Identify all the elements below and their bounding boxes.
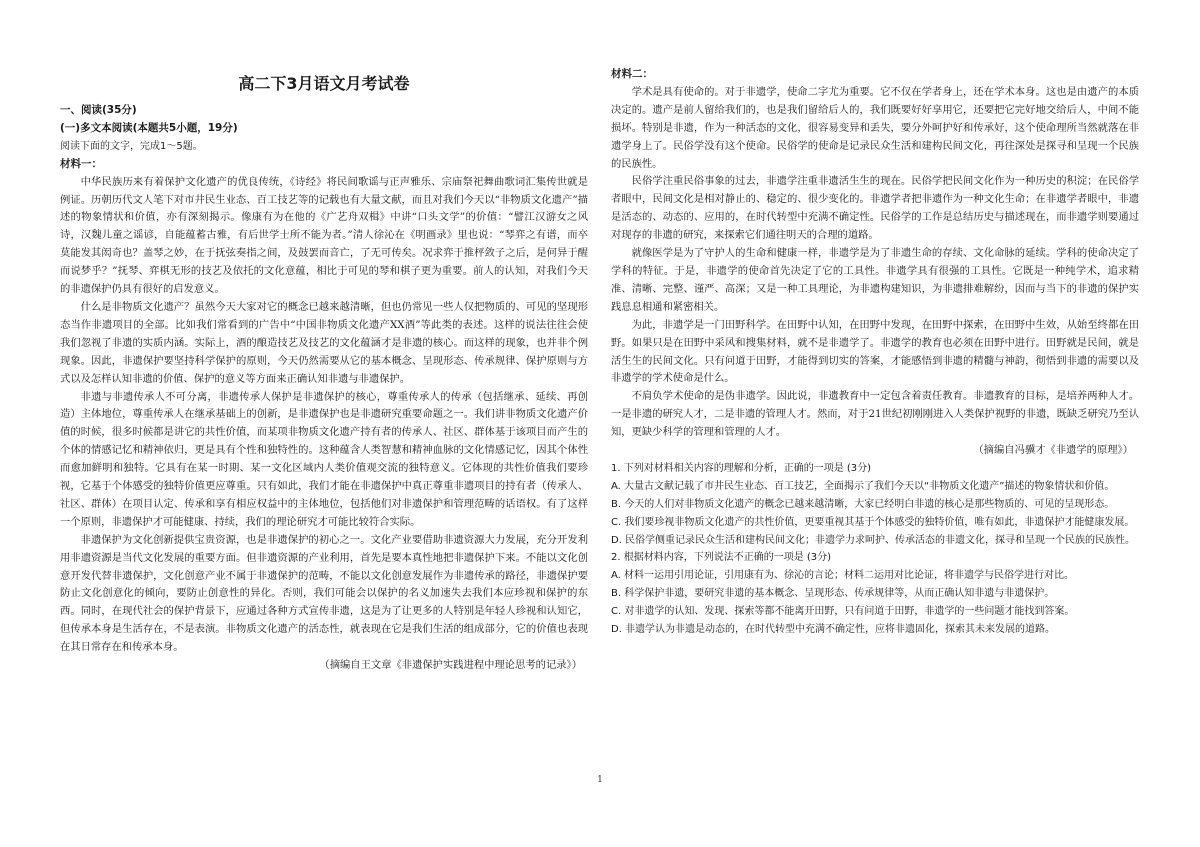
material1-paragraph: 非遗保护为文化创新提供宝贵资源，也是非遗保护的初心之一。文化产业要借助非遗资源大力发展，充分开发利用非遗资源是当代文化发展的重要方面。但非遗资源的产业利用，首先是要本真性地把非遗保护下来。不能以文化创意开发代替非遗保护，文化创意产业不属于非遗保护的范畴，不能以文化创意发展作为非遗传承的路径，非遗保护要防止文化创意化的倾向，要防止创意性的异化。否则，我们可能会以保护的名义加速失去我们本应珍视和保护的东西。同时，在现代社会的保护背景下，应通过各种方式宣传非遗，这是为了让更多的人特别是年轻人珍视和认知它，但传承本身是生活存在，不是表演。非物质文化遗产的活态性，就表现在它是我们生活的组成部分，它的价值也表现在其日常存在和传承本身。	[60, 533, 588, 654]
question-2-option-d: D. 非遗学认为非遗是动态的，在时代转型中充满不确定性，应将非遗固化，探索其未来发展的道路。	[611, 624, 1056, 636]
material2-paragraph: 为此，非遗学是一门田野科学。在田野中认知，在田野中发现，在田野中探索，在田野中生效，从始至终都在田野。如果只是在田野中采风和搜集材料，就不是非遗学了。非遗学的教育也必须在田野中进行。田野就是民间，就是活生生的民间文化。只有问道于田野，才能得到切实的答案，才能感悟到非遗的精髓与神韵，彻悟到非遗的需要以及非遗学的学术使命是什么。	[611, 318, 1139, 385]
material1-paragraph: 非遗与非遗传承人不可分离，非遗传承人保护是非遗保护的核心，尊重传承人的传承（包括继承、延续、再创造）主体地位，尊重传承人在继承基础上的创新，是非遗保护也是非遗研究重要命题之一。我们讲非物质文化遗产价值的时候，很多时候都是讲它的共性价值，而某项非物质文化遗产持有者的传承人、社区、群体基于该项目而产生的个体的情感记忆和精神依归，更是具有个性和独特性的。这种蕴含人类智慧和精神血脉的文化情感记忆，因其个体性而愈加鲜明和独特。它具有在某一时期、某一文化区域内人类价值观交流的独特意义。它体现的共性价值我们要珍视，它基于个体感受的独特价值更应尊重。只有如此，我们才能在非遗保护中真正尊重非遗项目的持有者（传承人、社区、群体）在项目认定、传承和享有相应权益中的主体地位，包括他们对非遗保护和管理范畴的话语权。有了这样一个原则，非遗保护才可能健康、持续，我们的理论研究才可能比较符合实际。	[60, 390, 588, 528]
material2-paragraph: 学术是具有使命的。对于非遗学，使命二字尤为重要。它不仅在学者身上，还在学术本身。这也是由遗产的本质决定的。遗产是前人留给我们的，也是我们留给后人的，我们既要好好享用它，还要把它完好地交给后人，中间不能损坏。特别是非遗，作为一种活态的文化，很容易变异和丢失，要分外呵护好和传承好，这个使命理所当然就落在非遗学身上了。民俗学没有这个使命。民俗学的使命是记录民众生活和建构民间文化，再往深处是探寻和呈现一个民族的民族性。	[611, 85, 1139, 170]
material1-paragraph: 中华民族历来有着保护文化遗产的优良传统，《诗经》将民间歌谣与正声雅乐、宗庙祭祀舞曲歌词汇集传世就是例证。历朝历代文人笔下对市井民生业态、百工技艺等的记载也有大量文献，而且对我们今天以“非物质文化遗产”描述的物象情状和价值，亦有深刻揭示。像康有为在他的《广艺舟双楫》中讲“口头文学”的价值：“譬江汉游女之风诗，汉魏儿童之谣谚，自能蕴蓄古雅，有后世学士所不能为者。”清人徐沁在《明画录》里也说：“琴弈之有谱，而卒莫能发其闳奇也？盖琴之妙，在于抚弦奏指之间，及鼓罢而音亡，了无可传矣。况求弈于推枰敛子之后，是何异于醒而说梦乎？”抚琴、弈棋无形的技艺及依托的文化意蕴，相比于可见的琴和棋子更为重要。前人的认知，对我们今天的非遗保护仍具有很好的启发意义。	[60, 175, 588, 296]
question-1-stem: 1. 下列对材料相关内容的理解和分析，正确的一项是 (3分)	[611, 462, 872, 474]
subsection-heading: (一)多文本阅读(本题共5小题，19分)	[60, 121, 238, 134]
section-heading: 一、阅读(35分)	[60, 104, 137, 116]
right-column	[611, 0, 1139, 639]
material1-source: （摘编自王文章《非遗保护实践进程中理论思考的记录》）	[319, 659, 582, 672]
material2-paragraph: 民俗学注重民俗事象的过去，非遗学注重非遗活生生的现在。民俗学把民间文化作为一种历史的积淀；在民俗学者眼中，民间文化是相对静止的、稳定的、很少变化的。非遗学者把非遗作为一种文化生命；在非遗学者眼中，非遗是活态的、动态的、应用的，在时代转型中充满不确定性。民俗学的工作是总结历史与描述现在，而非遗学则要通过对现存的非遗的研究，来探索它们通往明天的合理的道路。	[611, 175, 1139, 242]
page-number: 1	[597, 775, 603, 785]
exam-title: 高二下3月语文月考试卷	[238, 74, 410, 93]
material2-source: （摘编自冯骥才《非遗学的原理》）	[973, 444, 1133, 457]
material2-label: 材料二：	[611, 68, 653, 80]
reading-instruction: 阅读下面的文字，完成1～5题。	[60, 140, 203, 152]
question-1-option-a: A. 大量古文献记载了市井民生业态、百工技艺，全面揭示了我们今天以“非物质文化遗产”描述的物象情状和价值。	[611, 480, 1115, 492]
question-1-option-d: D. 民俗学侧重记录民众生活和建构民间文化；非遗学力求呵护、传承活态的非遗文化，探寻和呈现一个民族的民族性。	[611, 534, 1136, 546]
material1-paragraph: 什么是非物质文化遗产？虽然今天大家对它的概念已越来越清晰，但也仍常见一些人仅把物质的、可见的坚现形态当作非遗项目的全部。比如我们常看到的广告中“中国非物质文化遗产XX酒”等此类的表述。这样的说法往往会使我们忽视了非遗的实质内涵。实际上，酒的酿造技艺及技艺的文化蕴涵才是非遗的核心。而这样的现象，也并非个例现象。因此，非遗保护要坚持科学保护的原则，今天仍然需要从它的基本概念、呈现形态、传承规律、保护原则与方式以及怎样认知非遗的价值、保护的意义等方面来正确认知非遗与非遗保护。	[60, 300, 588, 385]
question-1-option-c: C. 我们要珍视非物质文化遗产的共性价值，更要重视其基于个体感受的独特价值，唯有如此，非遗保护才能健康发展。	[611, 516, 1135, 528]
material1-label: 材料一：	[60, 157, 102, 170]
material2-paragraph: 就像医学是为了守护人的生命和健康一样，非遗学是为了非遗生命的存续、文化命脉的延续。学科的使命决定了学科的特征。于是，非遗学的使命首先决定了它的工具性。非遗学具有很强的工具性。它既是一种纯学术，追求精准、清晰、完整、谨严、高深；又是一种工具理论，为非遗构建知识，为非遗排难解纷，因而与当下的非遗的保护实践息息相通和紧密相关。	[611, 247, 1139, 313]
left-column	[60, 0, 588, 675]
question-2-option-c: C. 对非遗学的认知、发现、探索等都不能离开田野，只有问道于田野，非遗学的一些问题才能找到答案。	[611, 606, 1075, 618]
material2-paragraph: 不肩负学术使命的是伪非遗学。因此说，非遗教育中一定包含着责任教育。非遗教育的目标，是培养两种人才。一是非遗的研究人才，二是非遗的管理人才。然而，对于21世纪初刚刚进入人类保护视野的非遗，既缺乏研究乃至认知，更缺少科学的管理和管理的人才。	[611, 390, 1139, 439]
question-2-option-a: A. 材料一运用引用论证，引用康有为、徐沁的言论；材料二运用对比论证，将非遗学与民俗学进行对比。	[611, 570, 1075, 582]
question-2-stem: 2. 根据材料内容，下列说法不正确的一项是 (3分)	[611, 552, 832, 564]
question-2-option-b: B. 科学保护非遗，要研究非遗的基本概念、呈现形态、传承规律等，从而正确认知非遗与非遗保护。	[611, 588, 1055, 600]
question-1-option-b: B. 今天的人们对非物质文化遗产的概念已越来越清晰，大家已经明白非遗的核心是那些物质的、可见的呈现形态。	[611, 498, 1115, 510]
